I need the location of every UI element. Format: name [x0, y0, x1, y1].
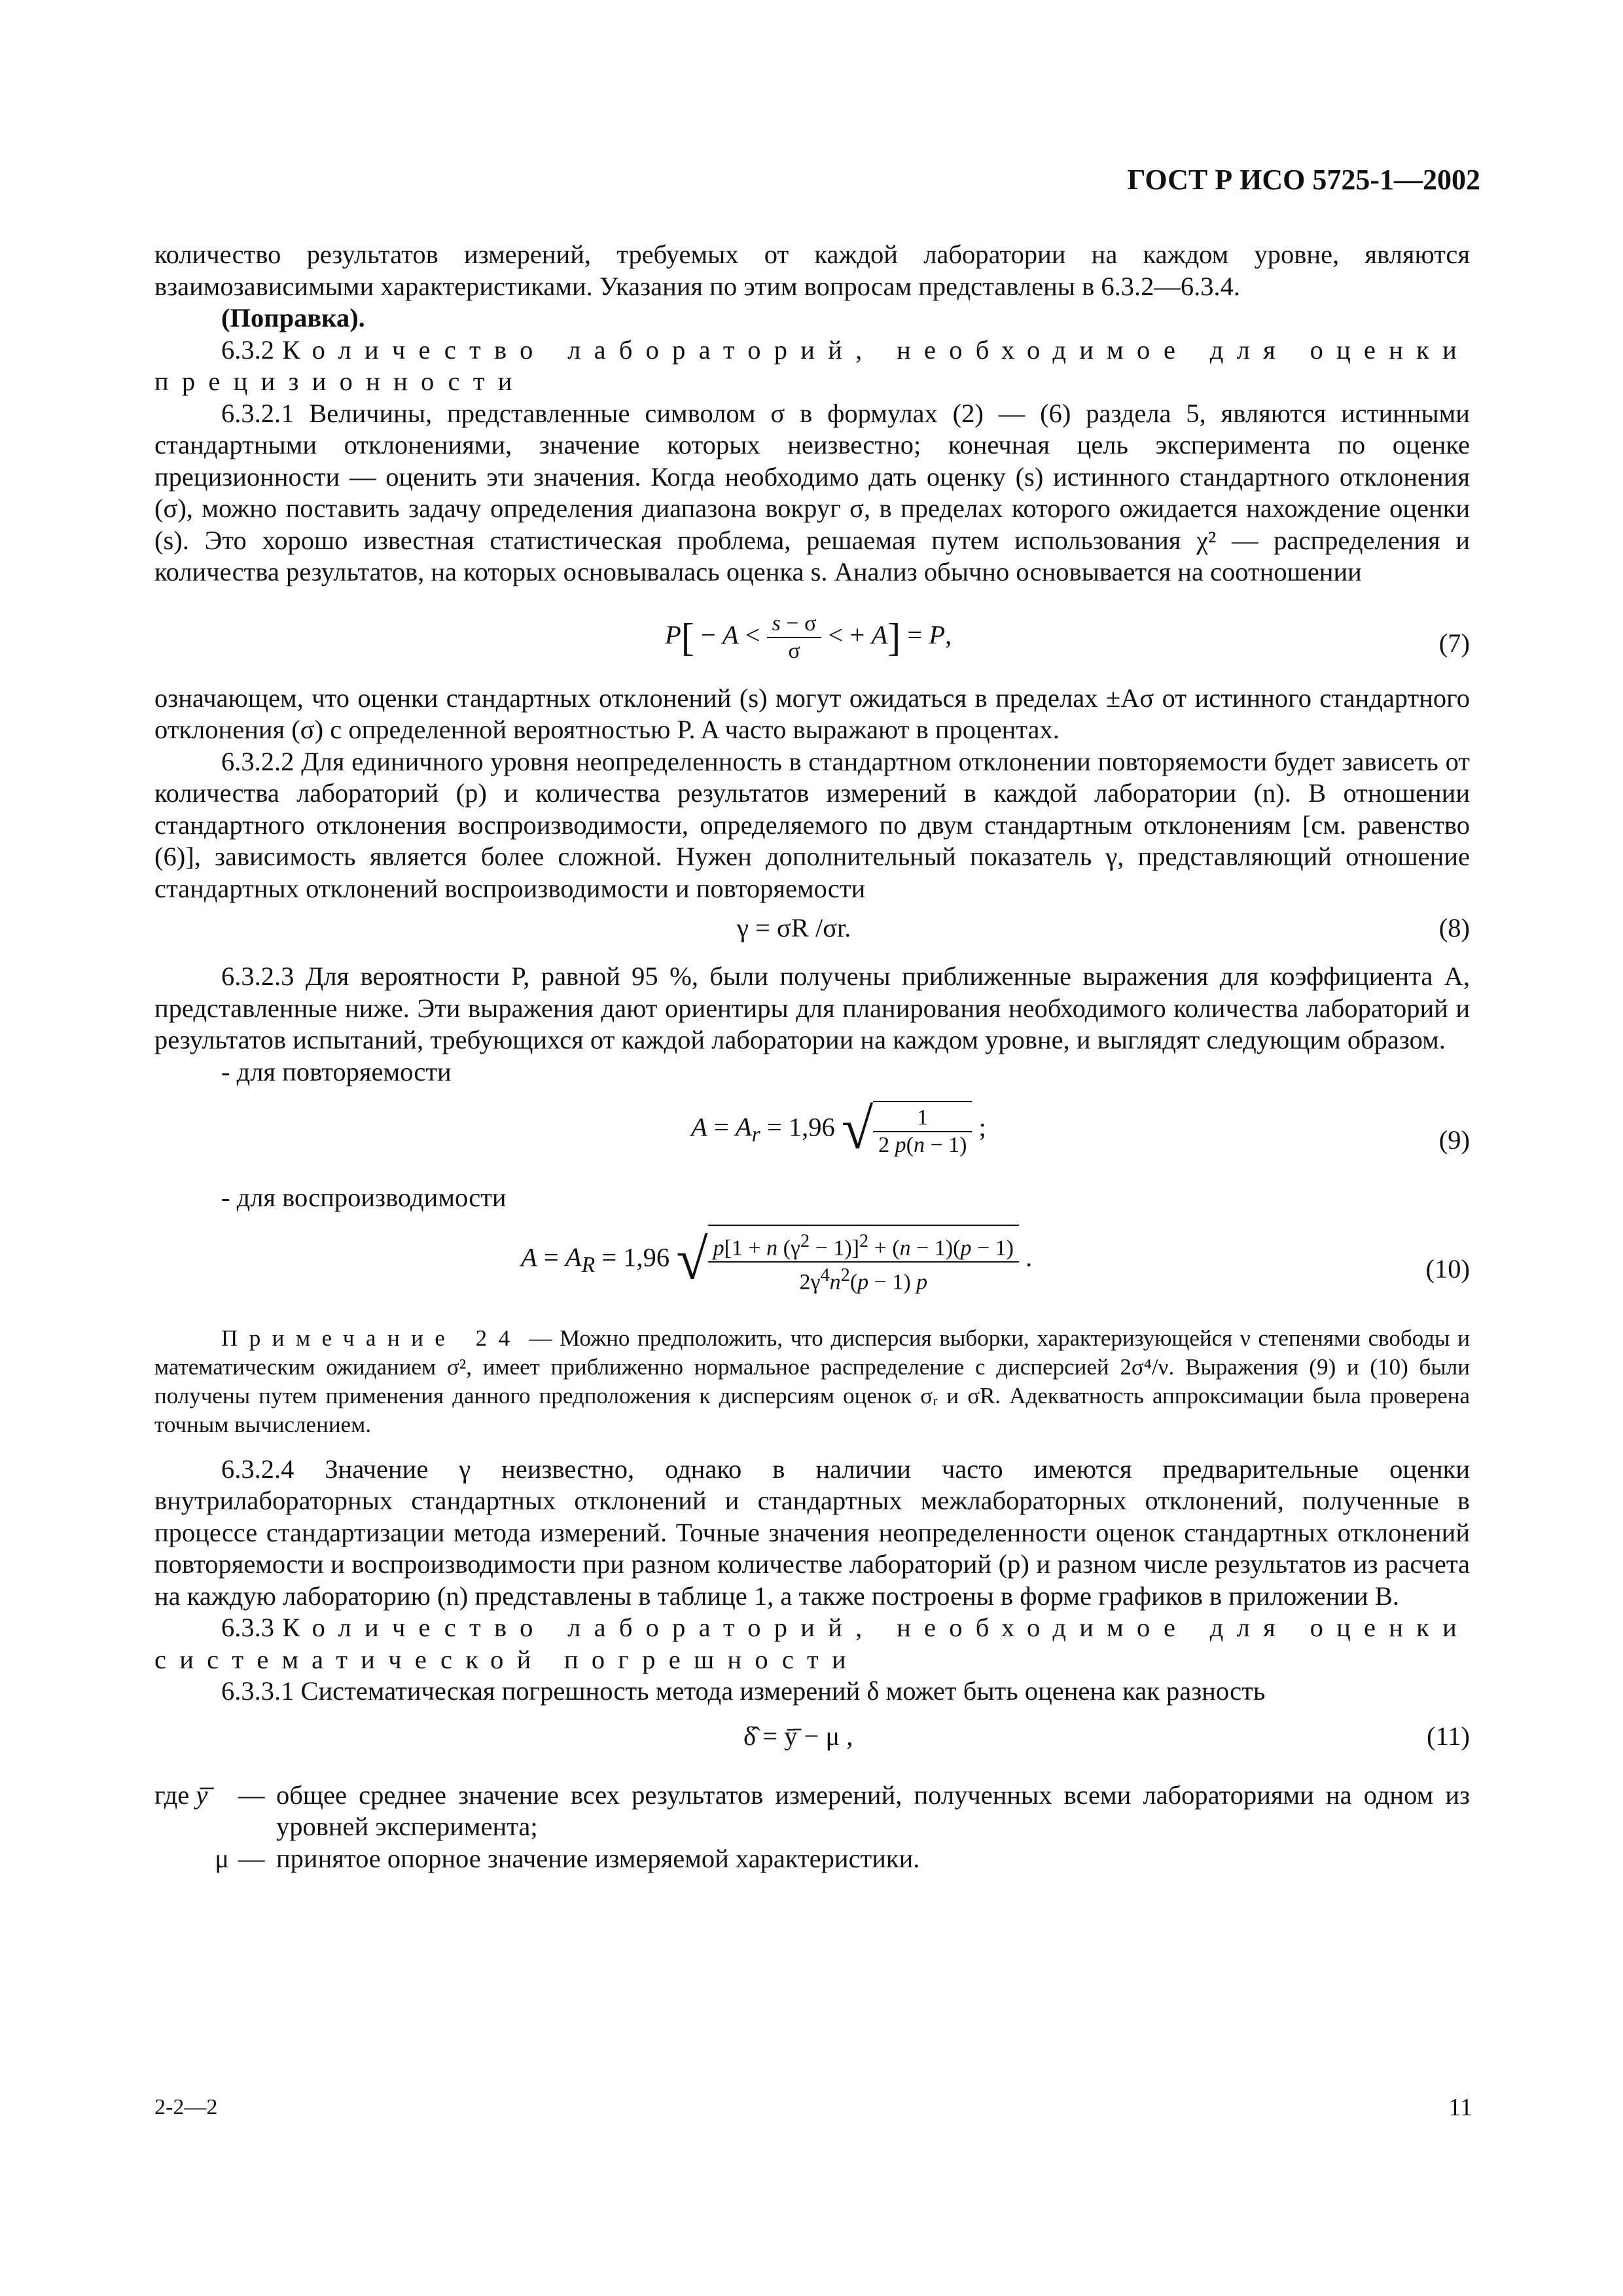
formula-8-number: (8) [1438, 913, 1470, 942]
section-6-3-2-heading [154, 334, 1470, 398]
section-number: 6.3.3 [221, 1613, 274, 1642]
legend-dash: — [238, 1780, 265, 1810]
section-title: Количество лабораторий, необходимое для оценки систематической погрешности [154, 1613, 1470, 1674]
note-24-heading: Примечание 24 [221, 1325, 522, 1351]
note-24 [154, 1324, 1470, 1439]
repeatability-label: - для повторяемости [221, 1056, 452, 1086]
formula-11 [154, 1717, 1470, 1780]
legend-text: принятое опорное значение измеряемой характеристики. [276, 1843, 920, 1873]
legend-text: общее среднее значение всех результатов измерений, полученных всеми лабораториями на одном из уровней эксперимента; [276, 1780, 1470, 1841]
paragraph-6-3-2-2: 6.3.2.2 Для единичного уровня неопределенность в стандартном отклонении повторяемости будет зависеть от количества лабораторий (p) и количества результатов измерений в каждой лаборатории (n). В отношении стандартного отклонения воспроизводимости, определяемого по двум стандартным отклонениям [см. равенство (6)], зависимость является более сложной. Нужен дополнительный показатель γ, представляющий отношение стандартных отклонений воспроизводимости и повторяемости [154, 746, 1470, 903]
formula-8-expression: γ = σR /σr. [737, 913, 851, 942]
legend-symbol [154, 1843, 238, 1875]
formula-7 [154, 601, 1470, 683]
formula-8 [154, 912, 1470, 961]
note-24-body: — Можно предположить, что дисперсия выборки, характеризующейся ν степенями свободы и математическим ожиданием σ², имеет приближенно нормальное распределение с дисперсией 2σ⁴/ν. Выражения (9) и (10) были получены путем применения данного предположения к дисперсиям оценок σᵣ и σR. Адекватность аппроксимации была проверена точным вычислением. [154, 1325, 1471, 1437]
formula-9 [154, 1097, 1470, 1182]
paragraph-6-3-2-3: 6.3.2.3 Для вероятности P, равной 95 %, были получены приближенные выражения для коэффициента A, представленные ниже. Эти выражения дают ориентиры для планирования необходимого количества лабораторий и результатов испытаний, требующихся от каждой лаборатории на каждом уровне, и выглядят следующим образом. [154, 961, 1470, 1054]
paragraph-6-3-2-4: 6.3.2.4 Значение γ неизвестно, однако в наличии часто имеются предварительные оценки внутрилабораторных стандартных отклонений и стандартных межлабораторных отклонений, полученные в процессе стандартизации метода измерений. Точные значения неопределенности оценок стандартных отклонений повторяемости и воспроизводимости при разном количестве лабораторий (p) и разном числе результатов из расчета на каждую лабораторию (n) представлены в таблице 1, а также построены в форме графиков в приложении В. [154, 1454, 1470, 1611]
formula-7-number: (7) [1438, 628, 1470, 658]
legend-prefix: где [154, 1780, 190, 1810]
formula-11-number: (11) [1427, 1721, 1470, 1751]
legend-dash: — [238, 1843, 265, 1873]
paragraph-after-formula-7: означающем, что оценки стандартных отклонений (s) могут ожидаться в пределах ±Aσ от истинного стандартного отклонения (σ) с определенной вероятностью P. A часто выражают в процентах. [154, 683, 1470, 744]
legend-row [154, 1843, 1470, 1875]
legend-symbol [154, 1780, 238, 1843]
paragraph-6-3-3-1: 6.3.3.1 Систематическая погрешность метода измерений δ может быть оценена как разность [221, 1676, 1266, 1706]
section-6-3-3-heading [154, 1612, 1470, 1676]
formula-9-number: (9) [1438, 1125, 1470, 1155]
section-title: Количество лабораторий, необходимое для оценки прецизионности [154, 334, 1470, 396]
reproducibility-label: - для воспроизводимости [221, 1183, 507, 1212]
footer-sheet-code: 2-2—2 [154, 2095, 218, 2119]
legend-row [154, 1780, 1470, 1843]
formula-10 [154, 1221, 1470, 1319]
section-number: 6.3.2 [221, 334, 274, 365]
legend-symbol-text: μ [215, 1843, 229, 1873]
paragraph-6-3-2-1: 6.3.2.1 Величины, представленные символом σ в формулах (2) — (6) раздела 5, являются истинными стандартными отклонениями, значение которых неизвестно; конечная цель эксперимента по оценке прецизионности — оценить эти значения. Когда необходимо дать оценку (s) истинного стандартного отклонения (σ), можно поставить задачу определения диапазона вокруг σ, в пределах которого ожидается нахождение оценки (s). Это хорошо известная статистическая проблема, решаемая путем использования χ² — распределения и количества результатов, на которых основывалась оценка s. Анализ обычно основывается на соотношении [154, 398, 1470, 586]
correction-note: (Поправка). [221, 303, 365, 332]
document-body [154, 239, 1470, 1874]
formula-9-expression: $A = A_r = 1,96$ √ $\frac{1}{2 p(n - 1)}$ ; [691, 1098, 986, 1161]
formula-10-expression: $A = A_R = 1,96$ √ $\frac{p[1 + n (\gamma^2 - 1)]^2 + (n - 1)(p - 1)}{2\gamma^4n^2(p - 1) p}$ . [521, 1225, 1032, 1296]
formula-10-number: (10) [1425, 1253, 1470, 1283]
formula-7-expression: P[ − A < $\frac{s - \sigma}{\sigma}$ < + A] = P, [665, 611, 952, 663]
document-header-code: ГОСТ Р ИСО 5725-1—2002 [1127, 164, 1480, 196]
footer-page-number: 11 [1448, 2094, 1472, 2121]
intro-paragraph: количество результатов измерений, требуемых от каждой лаборатории на каждом уровне, являются взаимозависимыми характеристиками. Указания по этим вопросам представлены в 6.3.2—6.3.4. [154, 240, 1470, 301]
legend-symbol-text: ȳ̄ [196, 1780, 208, 1810]
formula-11-expression: δ̂ = ȳ̄ − μ , [743, 1721, 853, 1751]
